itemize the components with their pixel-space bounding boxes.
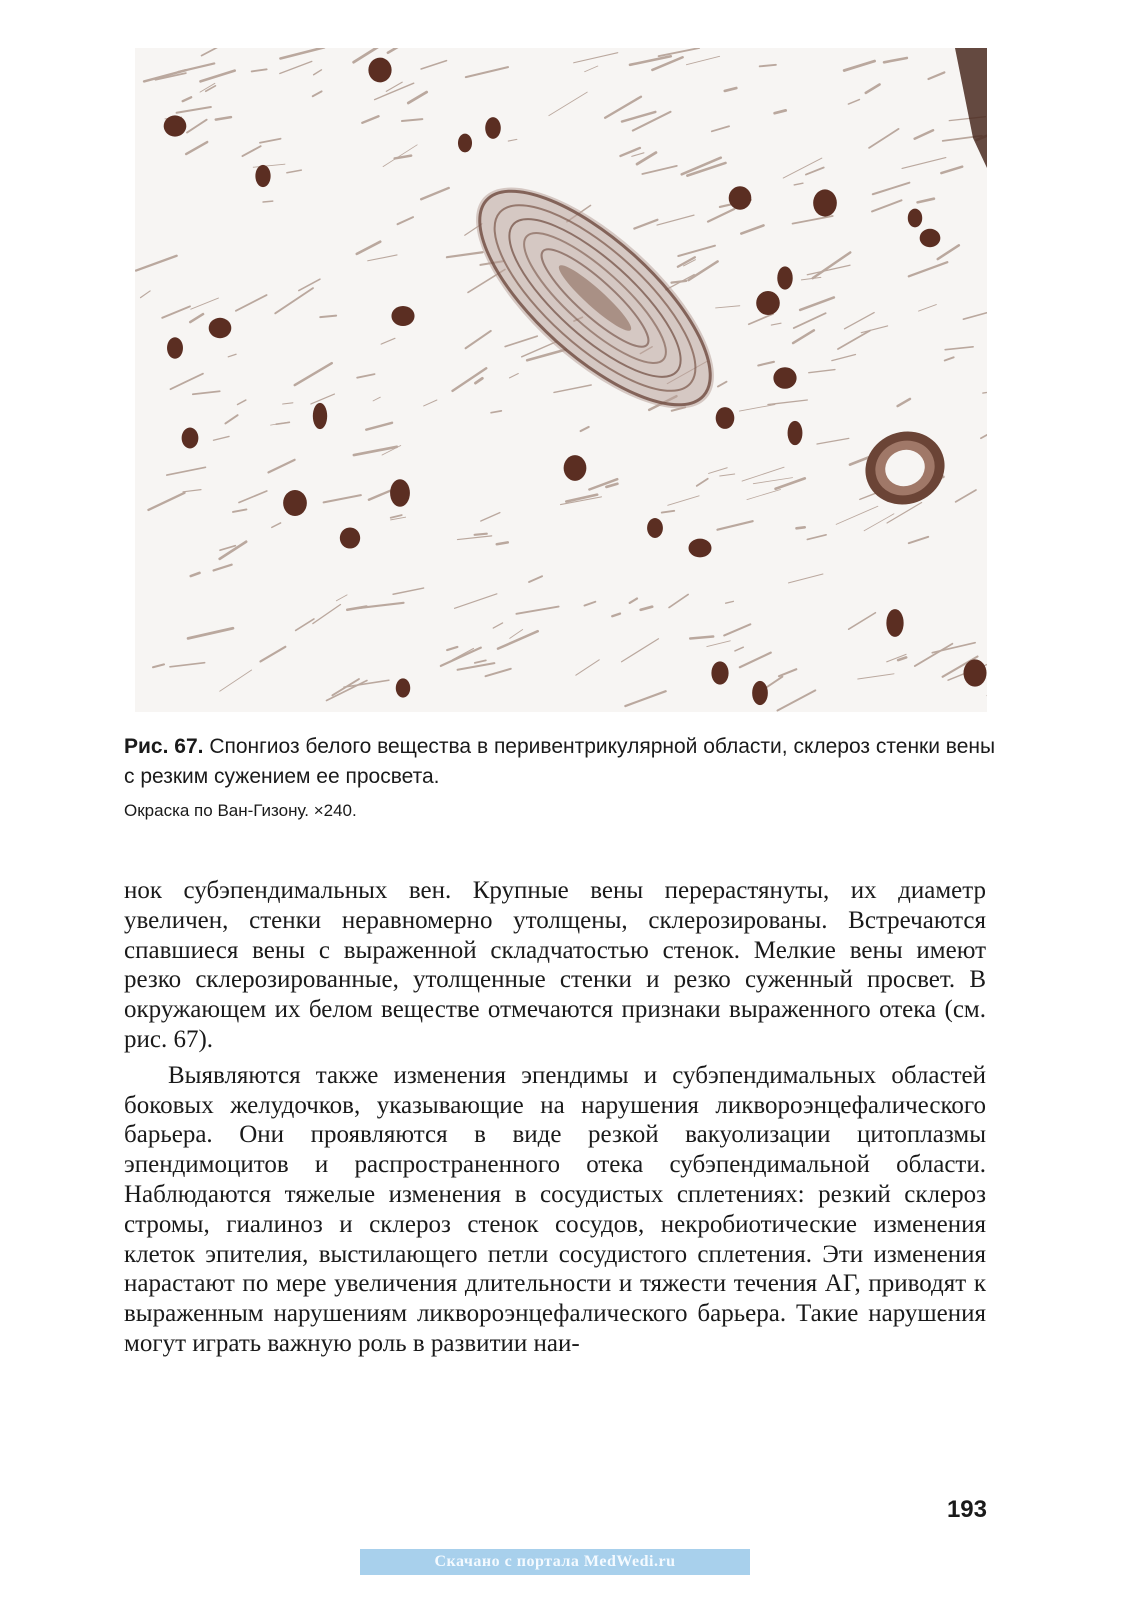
- figure-caption: [124, 732, 1004, 822]
- caption-stain: Окраска по Ван-Гизону. ×240.: [124, 801, 357, 820]
- cell-nucleus: [813, 189, 837, 216]
- cell-nucleus: [368, 58, 391, 83]
- cell-nucleus: [391, 306, 414, 326]
- cell-nucleus: [886, 609, 903, 637]
- cell-nucleus: [711, 661, 728, 684]
- body-text: [124, 876, 986, 1359]
- cell-nucleus: [963, 659, 986, 686]
- cell-nucleus: [773, 367, 796, 389]
- caption-text: Спонгиоз белого вещества в перивентрикулярной области, склероз стенки вены с резким сужением ее просвета.: [124, 735, 996, 788]
- cell-nucleus: [920, 229, 941, 247]
- cell-nucleus: [458, 134, 472, 153]
- cell-nucleus: [283, 490, 307, 516]
- paragraph: нок субэпендимальных вен. Крупные вены перерастянуты, их диаметр увеличен, стенки неравномерно утолщены, склерозированы. Встречаются спавшиеся вены с выраженной складчатостью стенок. Мелкие вены имеют резко склерозированные, утолщенные стенки и резко суженный просвет. В окружающем их белом веществе отмечаются признаки выраженного отека (см. рис. 67).: [124, 877, 986, 1053]
- cell-nucleus: [485, 117, 501, 139]
- cell-nucleus: [396, 678, 410, 697]
- cell-nucleus: [167, 337, 183, 358]
- cell-nucleus: [313, 403, 327, 429]
- cell-nucleus: [752, 681, 768, 705]
- cell-nucleus: [209, 318, 232, 338]
- caption-main: [124, 732, 1004, 792]
- cell-nucleus: [182, 428, 199, 449]
- cell-nucleus: [164, 115, 187, 136]
- cell-nucleus: [777, 266, 792, 289]
- cell-nucleus: [716, 407, 735, 429]
- cell-nucleus: [390, 479, 410, 507]
- caption-label: Рис. 67.: [124, 735, 204, 758]
- histology-figure: [135, 48, 987, 712]
- cell-nucleus: [255, 165, 270, 187]
- page-number: 193: [946, 1496, 987, 1523]
- cell-nucleus: [564, 455, 587, 481]
- cell-nucleus: [908, 209, 922, 228]
- cell-nucleus: [729, 186, 752, 209]
- micrograph-image: [135, 48, 987, 712]
- cell-nucleus: [647, 518, 663, 538]
- paragraph: Выявляются также изменения эпендимы и субэпендимальных областей боковых желудочков, указывающие на нарушения ликвороэнцефалического барьера. Они проявляются в виде резкой вакуолизации цитоплазмы эпендимоцитов и распространенного отека субэпендимальной области. Наблюдаются тяжелые изменения в сосудистых сплетениях: резкий склероз стромы, гиалиноз и склероз стенок сосудов, некробиотические изменения клеток эпителия, выстилающего петли сосудистого сплетения. Эти изменения нарастают по мере увеличения длительности и тяжести течения АГ, приводят к выраженным нарушениям ликвороэнцефалического барьера. Такие нарушения могут играть важную роль в развитии наи-: [124, 1061, 986, 1357]
- cell-nucleus: [340, 527, 360, 548]
- watermark-banner: Скачано с портала MedWedi.ru: [360, 1549, 750, 1575]
- cell-nucleus: [689, 539, 712, 558]
- cell-nucleus: [788, 421, 803, 445]
- cell-nucleus: [756, 291, 780, 315]
